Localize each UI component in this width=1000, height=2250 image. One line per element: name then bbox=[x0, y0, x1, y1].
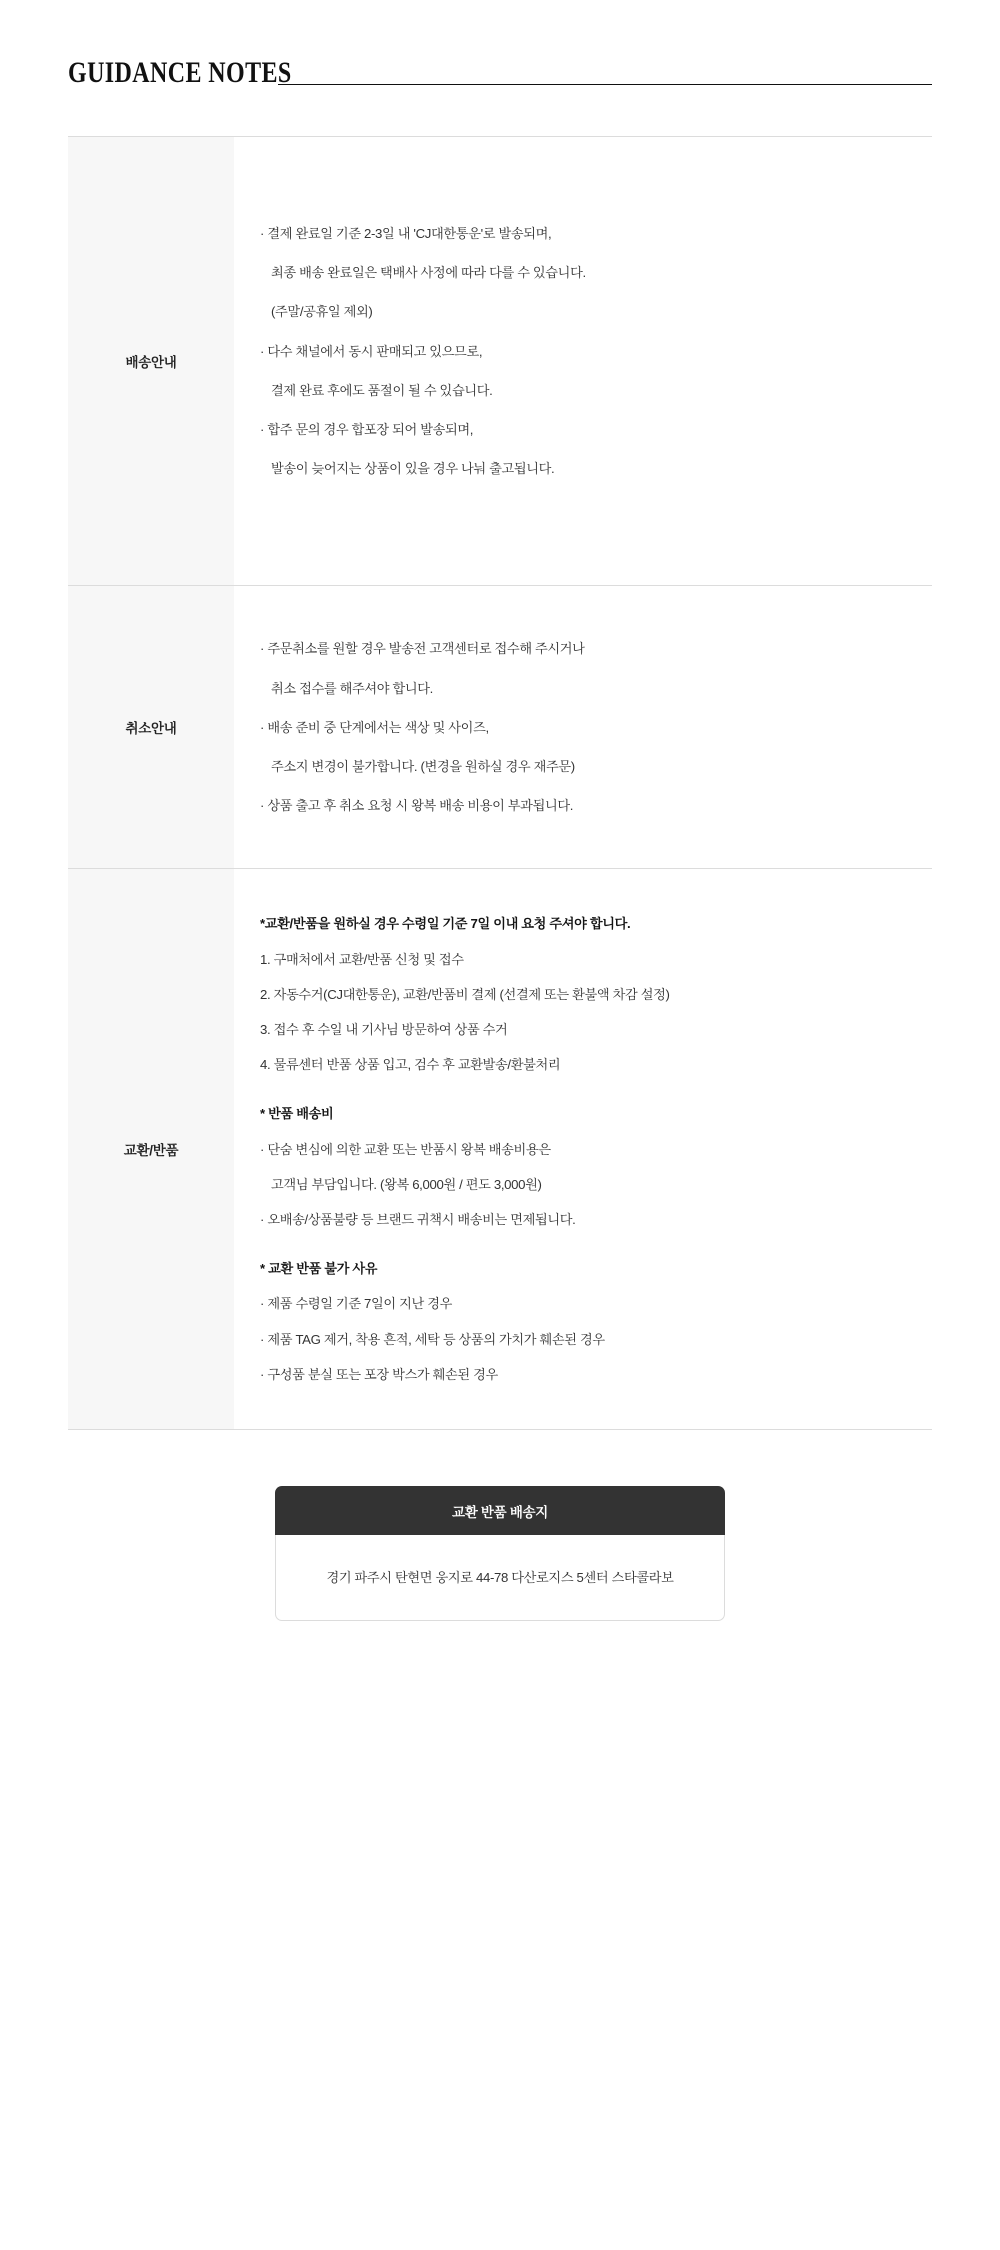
page-title: GUIDANCE NOTES bbox=[68, 56, 292, 89]
page-header bbox=[0, 0, 1000, 94]
row-label-shipping: 배송안내 bbox=[68, 137, 234, 585]
notice-line: 주소지 변경이 불가합니다. (변경을 원하실 경우 재주문) bbox=[271, 759, 575, 775]
bottom-spacer bbox=[0, 1621, 1000, 1691]
notice-line: · 다수 채널에서 동시 판매되고 있으므로, bbox=[260, 343, 483, 359]
notice-line: 4. 물류센터 반품 상품 입고, 검수 후 교환발송/환불처리 bbox=[260, 1057, 561, 1073]
notice-line: 취소 접수를 해주셔야 합니다. bbox=[271, 680, 433, 696]
notice-line: 결제 완료 후에도 품절이 될 수 있습니다. bbox=[271, 382, 493, 398]
notice-line: *교환/반품을 원하실 경우 수령일 기준 7일 이내 요청 주셔야 합니다. bbox=[260, 916, 631, 932]
notice-line: · 제품 수령일 기준 7일이 지난 경우 bbox=[260, 1296, 452, 1312]
notice-line: 2. 자동수거(CJ대한통운), 교환/반품비 결제 (선결제 또는 환불액 차감 설정) bbox=[260, 986, 670, 1002]
header-divider bbox=[278, 84, 932, 85]
guidance-table bbox=[68, 136, 932, 1430]
row-label-cancel: 취소안내 bbox=[68, 586, 234, 868]
row-label-exchange: 교환/반품 bbox=[68, 869, 234, 1429]
notice-line: (주말/공휴일 제외) bbox=[271, 304, 373, 320]
row-body-cancel bbox=[234, 586, 932, 868]
notice-line: · 결제 완료일 기준 2-3일 내 'CJ대한통운'로 발송되며, bbox=[260, 226, 552, 241]
return-address-box bbox=[275, 1486, 725, 1621]
table-row bbox=[68, 137, 932, 586]
notice-line: 발송이 늦어지는 상품이 있을 경우 나눠 출고됩니다. bbox=[271, 461, 555, 477]
notice-line: · 주문취소를 원할 경우 발송전 고객센터로 접수해 주시거나 bbox=[260, 641, 585, 657]
notice-line: · 합주 문의 경우 합포장 되어 발송되며, bbox=[260, 422, 474, 438]
notice-line: * 반품 배송비 bbox=[260, 1106, 334, 1122]
return-address-value: 경기 파주시 탄현면 웅지로 44-78 다산로지스 5센터 스타콜라보 bbox=[275, 1535, 725, 1621]
notice-line: · 배송 준비 중 단계에서는 색상 및 사이즈, bbox=[260, 719, 489, 735]
return-address-title: 교환 반품 배송지 bbox=[275, 1486, 725, 1535]
notice-line: · 구성품 분실 또는 포장 박스가 훼손된 경우 bbox=[260, 1366, 498, 1382]
notice-line: * 교환 반품 불가 사유 bbox=[260, 1261, 378, 1277]
notice-line: 1. 구매처에서 교환/반품 신청 및 접수 bbox=[260, 951, 464, 967]
row-body-exchange bbox=[234, 869, 932, 1429]
notice-line: · 제품 TAG 제거, 착용 흔적, 세탁 등 상품의 가치가 훼손된 경우 bbox=[260, 1331, 605, 1347]
notice-line: 최종 배송 완료일은 택배사 사정에 따라 다를 수 있습니다. bbox=[271, 265, 586, 281]
notice-line: · 오배송/상품불량 등 브랜드 귀책시 배송비는 면제됩니다. bbox=[260, 1212, 576, 1228]
notice-line: 3. 접수 후 수일 내 기사님 방문하여 상품 수거 bbox=[260, 1022, 508, 1038]
row-body-shipping bbox=[234, 137, 932, 585]
table-row bbox=[68, 586, 932, 869]
notice-line: · 단숨 변심에 의한 교환 또는 반품시 왕복 배송비용은 bbox=[260, 1141, 551, 1157]
table-row bbox=[68, 869, 932, 1429]
notice-line: · 상품 출고 후 취소 요청 시 왕복 배송 비용이 부과됩니다. bbox=[260, 798, 574, 814]
notice-line: 고객님 부담입니다. (왕복 6,000원 / 편도 3,000원) bbox=[271, 1176, 542, 1192]
